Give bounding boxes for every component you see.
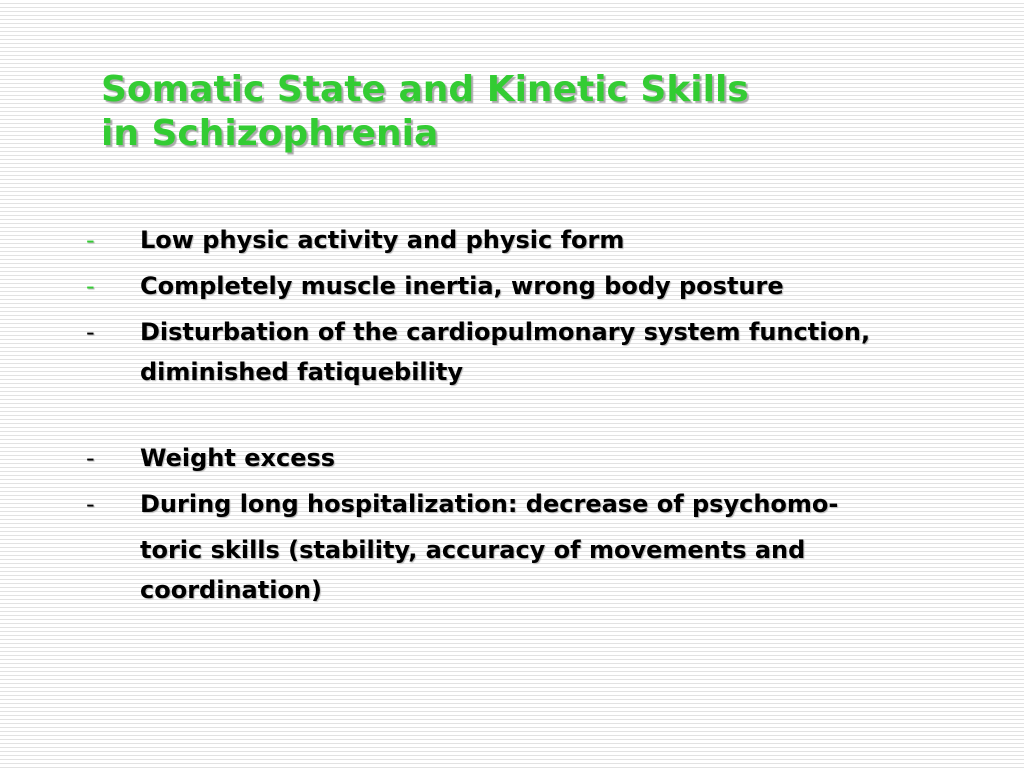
bullet-item <box>86 312 966 392</box>
bullet-item <box>86 438 966 478</box>
bullet-text: Completely muscle inertia, wrong body posture <box>140 272 784 300</box>
bullet-continuation <box>86 530 966 610</box>
bullet-item <box>86 266 966 306</box>
slide-title <box>101 68 981 156</box>
bullet-list <box>86 220 966 616</box>
slide-title-line-2: in Schizophrenia <box>101 113 439 154</box>
bullet-marker: - <box>86 272 95 300</box>
bullet-item <box>86 220 966 260</box>
bullet-marker: - <box>86 444 95 472</box>
bullet-item <box>86 484 966 524</box>
bullet-text: Low physic activity and physic form <box>140 226 625 254</box>
bullet-marker: - <box>86 318 95 346</box>
bullet-marker: - <box>86 490 95 518</box>
bullet-continuation-text: toric skills (stability, accuracy of movements and coordination) <box>140 536 806 604</box>
bullet-text: During long hospitalization: decrease of psychomo- <box>140 490 839 518</box>
bullet-text: Weight excess <box>140 444 336 472</box>
slide-title-line-1: Somatic State and Kinetic Skills <box>101 69 749 110</box>
bullet-marker: - <box>86 226 95 254</box>
bullet-spacer <box>86 398 966 438</box>
bullet-text: Disturbation of the cardiopulmonary system function, diminished fatiquebility <box>140 318 871 386</box>
